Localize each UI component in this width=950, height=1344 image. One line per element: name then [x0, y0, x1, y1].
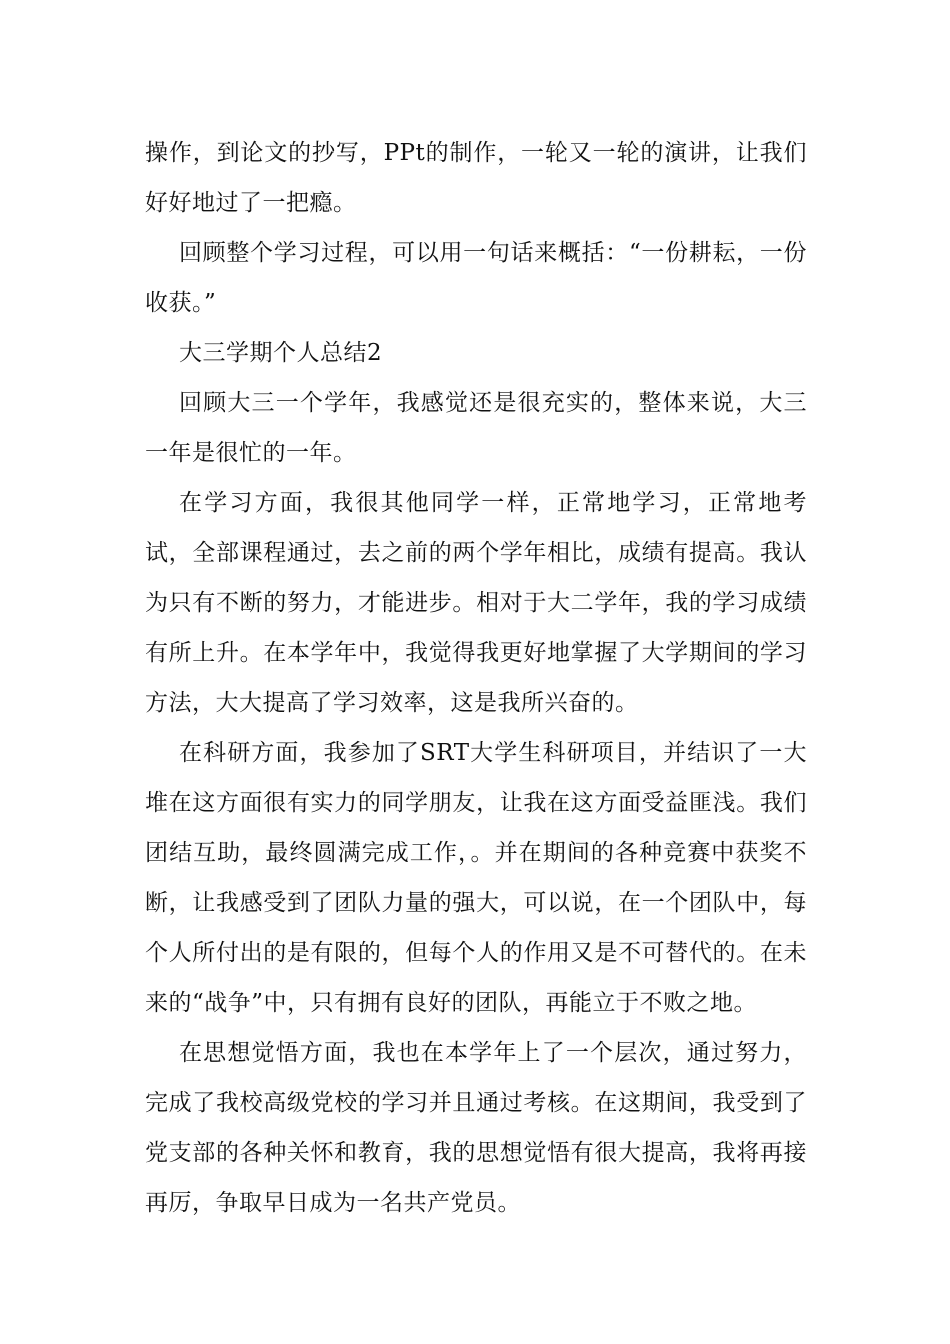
document-page [145, 128, 807, 1228]
paragraph-review: 回顾整个学习过程，可以用一句话来概括：“一份耕耘，一份收获。” [145, 240, 807, 316]
paragraph-research: 在科研方面，我参加了SRT大学生科研项目，并结识了一大堆在这方面很有实力的同学朋友，让我在这方面受益匪浅。我们团结互助，最终圆满完成工作，。并在期间的各种竞赛中获奖不断，让我感受到了团队力量的强大，可以说，在一个团队中，每个人所付出的是有限的，但每个人的作用又是不可替代的。在未来的“战争”中，只有拥有良好的团队，再能立于不败之地。 [145, 740, 807, 1016]
paragraph-intro: 回顾大三一个学年，我感觉还是很充实的，整体来说，大三一年是很忙的一年。 [145, 390, 807, 466]
paragraph-ideology: 在思想觉悟方面，我也在本学年上了一个层次，通过努力，完成了我校高级党校的学习并且通过考核。在这期间，我受到了党支部的各种关怀和教育，我的思想觉悟有很大提高，我将再接再厉，争取早日成为一名共产党员。 [145, 1040, 807, 1216]
paragraph-continuation: 操作，到论文的抄写，PPt的制作，一轮又一轮的演讲，让我们好好地过了一把瘾。 [145, 140, 807, 216]
section-heading: 大三学期个人总结2 [179, 340, 383, 366]
paragraph-study: 在学习方面，我很其他同学一样，正常地学习，正常地考试，全部课程通过，去之前的两个学年相比，成绩有提高。我认为只有不断的努力，才能进步。相对于大二学年，我的学习成绩有所上升。在本学年中，我觉得我更好地掌握了大学期间的学习方法，大大提高了学习效率，这是我所兴奋的。 [145, 490, 807, 716]
